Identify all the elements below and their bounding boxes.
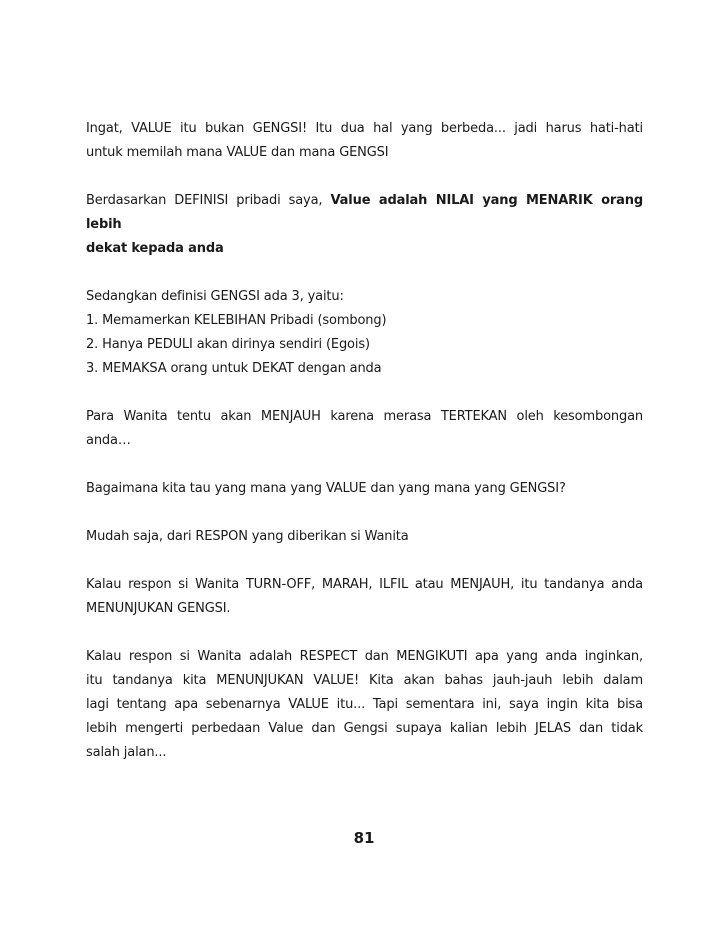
paragraph-value-vs-gengsi	[86, 117, 643, 165]
paragraph-wanita-menjauh	[86, 405, 643, 453]
paragraph-question	[86, 477, 643, 501]
paragraph-line: anda…	[86, 433, 131, 448]
paragraph-line: Para Wanita tentu akan MENJAUH karena merasa TERTEKAN oleh kesombongan	[86, 409, 643, 424]
definition-bold-text: dekat kepada anda	[86, 241, 224, 256]
paragraph-line: Mudah saja, dari RESPON yang diberikan si Wanita	[86, 529, 409, 544]
list-item: 3. MEMAKSA orang untuk DEKAT dengan anda	[86, 361, 382, 376]
paragraph-line: Kalau respon si Wanita TURN-OFF, MARAH, ILFIL atau MENJAUH, itu tandanya anda	[86, 577, 643, 592]
paragraph-line: lagi tentang apa sebenarnya VALUE itu... Tapi sementara ini, saya ingin kita bisa	[86, 697, 643, 712]
paragraph-line: lebih mengerti perbedaan Value dan Gengsi supaya kalian lebih JELAS dan tidak	[86, 721, 643, 736]
paragraph-line	[86, 237, 643, 261]
paragraph-line: Bagaimana kita tau yang mana yang VALUE dan yang mana yang GENGSI?	[86, 481, 566, 496]
paragraph-line: Kalau respon si Wanita adalah RESPECT dan MENGIKUTI apa yang anda inginkan,	[86, 649, 643, 664]
paragraph-respon	[86, 525, 643, 549]
paragraph-line: untuk memilah mana VALUE dan mana GENGSI	[86, 145, 389, 160]
paragraph-turn-off	[86, 573, 643, 621]
list-intro: Sedangkan definisi GENGSI ada 3, yaitu:	[86, 289, 344, 304]
list-item: 1. Memamerkan KELEBIHAN Pribadi (sombong)	[86, 313, 387, 328]
paragraph-line: salah jalan...	[86, 745, 167, 760]
definition-prefix: Berdasarkan DEFINISI pribadi saya,	[86, 193, 331, 208]
paragraph-definition-value	[86, 189, 643, 261]
list-item: 2. Hanya PEDULI akan dirinya sendiri (Egois)	[86, 337, 370, 352]
gengsi-definition-list	[86, 285, 643, 381]
paragraph-line: Ingat, VALUE itu bukan GENGSI! Itu dua hal yang berbeda... jadi harus hati-hati	[86, 121, 643, 136]
paragraph-line: MENUNJUKAN GENGSI.	[86, 601, 231, 616]
paragraph-line: itu tandanya kita MENUNJUKAN VALUE! Kita akan bahas jauh-jauh lebih dalam	[86, 673, 643, 688]
page-number: 81	[353, 829, 375, 847]
definition-bold-text: Value adalah NILAI yang MENARIK orang lebih	[86, 193, 644, 232]
paragraph-respect	[86, 645, 643, 765]
paragraph-line	[86, 189, 643, 237]
document-page	[86, 117, 643, 765]
